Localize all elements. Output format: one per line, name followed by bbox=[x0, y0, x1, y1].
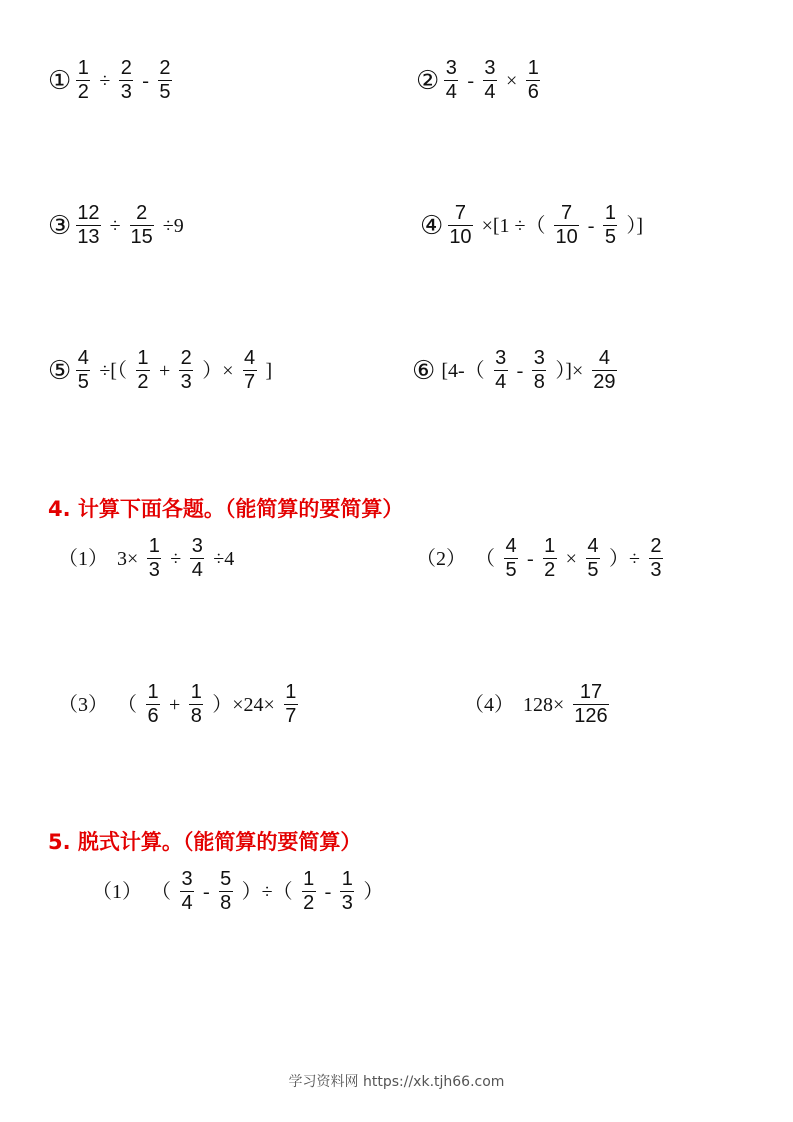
section4-problem-1 bbox=[58, 536, 239, 581]
fraction bbox=[76, 58, 90, 103]
denominator: 5 bbox=[505, 559, 517, 581]
numerator: 1 bbox=[341, 868, 353, 890]
numerator: 4 bbox=[77, 347, 89, 369]
problem-label: ③ bbox=[48, 210, 72, 241]
problem-label: （3） bbox=[58, 693, 108, 716]
problem-3 bbox=[48, 203, 189, 248]
denominator: 4 bbox=[181, 892, 193, 914]
operator: ） bbox=[363, 880, 384, 903]
fraction bbox=[448, 203, 472, 248]
denominator: 4 bbox=[484, 81, 496, 103]
operator: ×[1 ÷（ bbox=[481, 214, 546, 237]
section4-problem-4 bbox=[464, 682, 613, 727]
numerator: 2 bbox=[650, 535, 662, 557]
operator: - bbox=[142, 69, 149, 92]
problem-5 bbox=[48, 348, 277, 393]
problem-label: ① bbox=[48, 65, 72, 96]
denominator: 3 bbox=[120, 81, 132, 103]
operator: × bbox=[505, 69, 518, 92]
denominator: 13 bbox=[77, 226, 100, 248]
numerator: 4 bbox=[598, 347, 610, 369]
problem-label: ② bbox=[416, 65, 440, 96]
fraction bbox=[147, 536, 161, 581]
numerator: 2 bbox=[180, 347, 192, 369]
denominator: 126 bbox=[574, 705, 608, 727]
fraction bbox=[284, 682, 298, 727]
numerator: 3 bbox=[484, 57, 496, 79]
operator: ÷ bbox=[170, 547, 182, 570]
fraction bbox=[444, 58, 458, 103]
denominator: 5 bbox=[587, 559, 599, 581]
denominator: 5 bbox=[77, 371, 89, 393]
problem-label: ⑥ bbox=[412, 355, 436, 386]
fraction bbox=[586, 536, 600, 581]
denominator: 4 bbox=[445, 81, 457, 103]
problem-label: （1） bbox=[58, 547, 108, 570]
denominator: 10 bbox=[555, 226, 578, 248]
operator: 128× bbox=[523, 693, 565, 716]
numerator: 1 bbox=[137, 347, 149, 369]
fraction bbox=[302, 869, 316, 914]
numerator: 1 bbox=[303, 868, 315, 890]
fraction bbox=[483, 58, 497, 103]
operator: + bbox=[169, 693, 181, 716]
denominator: 2 bbox=[77, 81, 89, 103]
numerator: 1 bbox=[148, 535, 160, 557]
numerator: 1 bbox=[147, 681, 159, 703]
fraction bbox=[603, 203, 617, 248]
fraction bbox=[136, 348, 150, 393]
problem-4 bbox=[420, 203, 648, 248]
numerator: 7 bbox=[454, 202, 466, 224]
fraction bbox=[543, 536, 557, 581]
denominator: 8 bbox=[220, 892, 232, 914]
numerator: 4 bbox=[587, 535, 599, 557]
denominator: 3 bbox=[650, 559, 662, 581]
fraction bbox=[130, 203, 154, 248]
fraction bbox=[526, 58, 540, 103]
denominator: 2 bbox=[137, 371, 149, 393]
numerator: 4 bbox=[505, 535, 517, 557]
numerator: 2 bbox=[136, 202, 148, 224]
denominator: 15 bbox=[130, 226, 153, 248]
fraction bbox=[243, 348, 257, 393]
fraction bbox=[179, 348, 193, 393]
numerator: 5 bbox=[220, 868, 232, 890]
problem-1 bbox=[48, 58, 176, 103]
denominator: 3 bbox=[148, 559, 160, 581]
fraction bbox=[340, 869, 354, 914]
operator: （ bbox=[117, 693, 137, 716]
section4-problem-3 bbox=[58, 682, 302, 727]
operator: ）÷（ bbox=[241, 880, 293, 903]
denominator: 4 bbox=[495, 371, 507, 393]
denominator: 8 bbox=[190, 705, 202, 727]
numerator: 3 bbox=[533, 347, 545, 369]
operator: ÷ bbox=[99, 69, 111, 92]
fraction bbox=[219, 869, 233, 914]
numerator: 12 bbox=[77, 202, 100, 224]
numerator: 1 bbox=[77, 57, 89, 79]
operator: × bbox=[565, 547, 577, 570]
section4-heading: 4. 计算下面各题。（能简算的要简算） bbox=[48, 497, 404, 521]
operator: + bbox=[158, 359, 171, 382]
operator: （ bbox=[151, 880, 171, 903]
denominator: 8 bbox=[533, 371, 545, 393]
problem-label: （2） bbox=[416, 547, 466, 570]
operator: - bbox=[203, 880, 210, 903]
section4-problem-2 bbox=[416, 536, 667, 581]
fraction bbox=[158, 58, 172, 103]
numerator: 2 bbox=[159, 57, 171, 79]
fraction bbox=[119, 58, 133, 103]
problem-label: ⑤ bbox=[48, 355, 72, 386]
denominator: 2 bbox=[303, 892, 315, 914]
denominator: 6 bbox=[147, 705, 159, 727]
denominator: 29 bbox=[593, 371, 616, 393]
operator: [4-（ bbox=[441, 359, 485, 382]
fraction bbox=[146, 682, 160, 727]
numerator: 1 bbox=[285, 681, 297, 703]
denominator: 3 bbox=[180, 371, 192, 393]
fraction bbox=[504, 536, 518, 581]
numerator: 3 bbox=[191, 535, 203, 557]
operator: ）÷ bbox=[608, 547, 640, 570]
operator: - bbox=[467, 69, 474, 92]
numerator: 3 bbox=[495, 347, 507, 369]
numerator: 4 bbox=[243, 347, 256, 369]
fraction bbox=[592, 348, 616, 393]
fraction bbox=[494, 348, 508, 393]
denominator: 6 bbox=[527, 81, 539, 103]
fraction bbox=[180, 869, 194, 914]
denominator: 7 bbox=[243, 371, 256, 393]
operator: - bbox=[527, 547, 534, 570]
operator: ÷ bbox=[109, 214, 121, 237]
operator: ] bbox=[265, 359, 273, 382]
numerator: 2 bbox=[120, 57, 132, 79]
numerator: 17 bbox=[579, 681, 603, 703]
numerator: 1 bbox=[544, 535, 556, 557]
fraction bbox=[190, 536, 204, 581]
fraction bbox=[532, 348, 546, 393]
problem-2 bbox=[416, 58, 544, 103]
problem-label: （4） bbox=[464, 693, 514, 716]
numerator: 3 bbox=[181, 868, 193, 890]
numerator: 7 bbox=[561, 202, 573, 224]
footer-watermark: 学习资料网 https://xk.tjh66.com bbox=[288, 1074, 505, 1090]
problem-label: ④ bbox=[420, 210, 444, 241]
operator: （ bbox=[475, 547, 495, 570]
operator: ÷[（ bbox=[99, 359, 127, 382]
problem-6 bbox=[412, 348, 621, 393]
fraction bbox=[76, 203, 100, 248]
denominator: 4 bbox=[191, 559, 203, 581]
denominator: 2 bbox=[544, 559, 556, 581]
operator: ）×24× bbox=[212, 693, 275, 716]
numerator: 1 bbox=[190, 681, 202, 703]
fraction bbox=[649, 536, 663, 581]
operator: - bbox=[324, 880, 332, 903]
fraction bbox=[76, 348, 90, 393]
operator: - bbox=[587, 214, 595, 237]
operator: ）× bbox=[202, 359, 234, 382]
problem-label: （1） bbox=[92, 880, 142, 903]
fraction bbox=[189, 682, 203, 727]
operator: - bbox=[516, 359, 524, 382]
denominator: 3 bbox=[341, 892, 353, 914]
operator: ÷4 bbox=[213, 547, 235, 570]
denominator: 7 bbox=[285, 705, 297, 727]
fraction bbox=[554, 203, 578, 248]
denominator: 5 bbox=[604, 226, 616, 248]
numerator: 3 bbox=[445, 57, 457, 79]
section5-heading: 5. 脱式计算。（能简算的要简算） bbox=[48, 830, 362, 854]
numerator: 1 bbox=[527, 57, 539, 79]
operator: ）]× bbox=[555, 359, 584, 382]
denominator: 10 bbox=[449, 226, 472, 248]
section5-problem-1 bbox=[92, 869, 388, 914]
numerator: 1 bbox=[604, 202, 616, 224]
operator: 3× bbox=[117, 547, 139, 570]
fraction bbox=[573, 682, 608, 727]
operator: ÷9 bbox=[162, 214, 184, 237]
operator: ）] bbox=[626, 214, 644, 237]
denominator: 5 bbox=[159, 81, 171, 103]
